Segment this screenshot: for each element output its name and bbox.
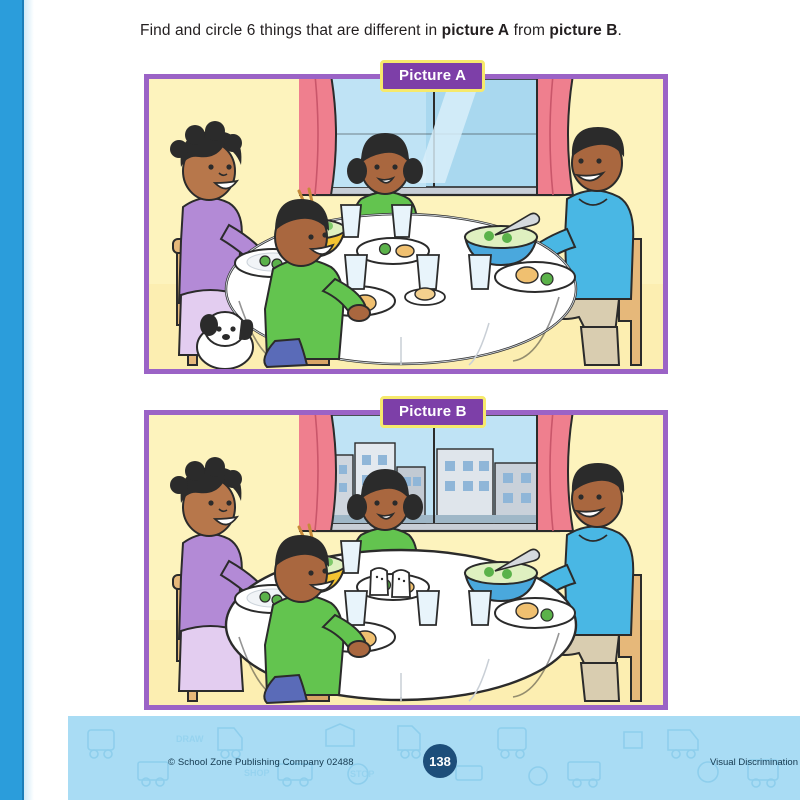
picture-b-label: Picture B	[380, 396, 486, 428]
svg-text:SHOP: SHOP	[244, 768, 270, 778]
page-spine	[0, 0, 24, 800]
picture-b-panel[interactable]	[144, 410, 668, 710]
copyright-text: © School Zone Publishing Company 02488	[168, 757, 354, 768]
dog-difference-a	[197, 312, 253, 369]
picture-a-illustration	[149, 79, 663, 369]
instruction-prefix: Find and circle 6 things that are different in	[140, 22, 442, 39]
picture-b-illustration	[149, 415, 663, 705]
instruction-suffix: .	[617, 22, 622, 39]
instruction-middle: from	[509, 22, 550, 39]
picture-a-label: Picture A	[380, 60, 485, 92]
svg-text:STOP: STOP	[350, 769, 375, 779]
page-footer	[68, 716, 800, 800]
page-spine-gradient	[24, 0, 34, 800]
instruction-text	[140, 22, 760, 40]
picture-a-panel[interactable]	[144, 74, 668, 374]
skill-label: Visual Discrimination	[710, 757, 798, 768]
instruction-bold-picture-a: picture A	[441, 22, 510, 39]
worksheet-sheet	[34, 0, 800, 800]
svg-text:DRAW: DRAW	[176, 734, 204, 744]
page-number: 138	[423, 744, 457, 778]
instruction-bold-picture-b: picture B	[549, 22, 618, 39]
